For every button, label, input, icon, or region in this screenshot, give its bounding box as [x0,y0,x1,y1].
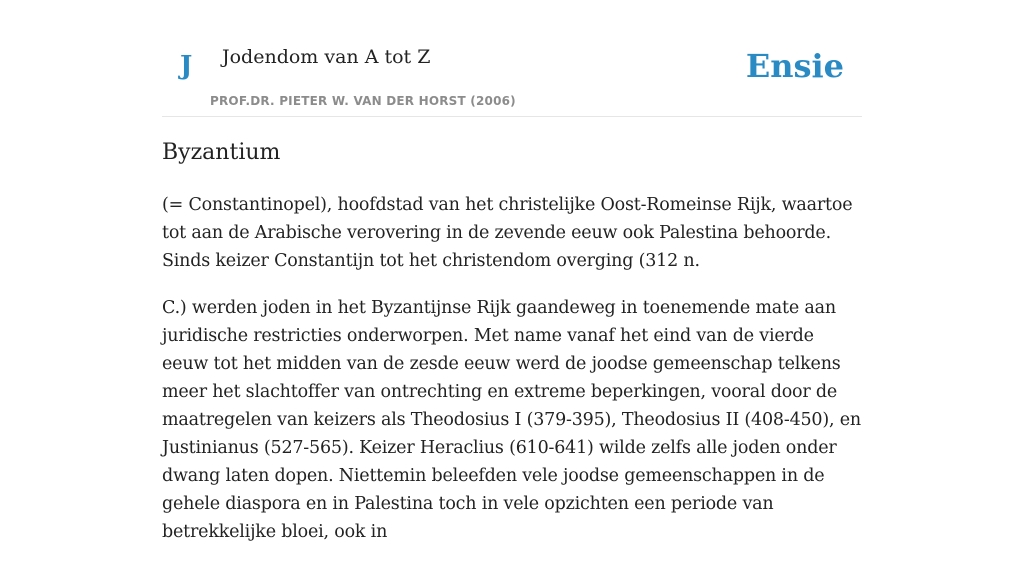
entry-paragraph: C.) werden joden in het Byzantijnse Rijk gaandeweg in toenemende mate aan juridische restricties onderworpen. Met name vanaf het eind van de vierde eeuw tot het midden van de zesde eeuw werd de joodse gemeenschap telkens meer het slachtoffer van ontrechting en extreme beperkingen, vooral door de maatregelen van keizers als Theodosius I (379-395), Theodosius II (408-450), en Justinianus (527-565). Keizer Heraclius (610-641) wilde zelfs alle joden onder dwang laten dopen. Niettemin beleefden vele joodse gemeenschappen in de gehele diaspora en in Palestina toch in vele opzichten een periode van betrekkelijke bloei, ook in [162,297,861,542]
entry-content [162,138,862,565]
book-title-link[interactable]: Jodendom van A tot Z [222,46,431,68]
book-author: PROF.DR. PIETER W. VAN DER HORST (2006) [210,94,516,108]
entry-title: Byzantium [162,140,281,165]
entry-paragraph: (= Constantinopel), hoofdstad van het christelijke Oost-Romeinse Rijk, waartoe tot aan de Arabische verovering in de zevende eeuw ook Palestina behoorde. Sinds keizer Constantijn tot het christendom overging (312 n. [162,194,853,271]
ensie-logo-link[interactable]: Ensie [745,47,844,85]
book-letter-icon: J [180,51,193,81]
header [162,0,862,117]
